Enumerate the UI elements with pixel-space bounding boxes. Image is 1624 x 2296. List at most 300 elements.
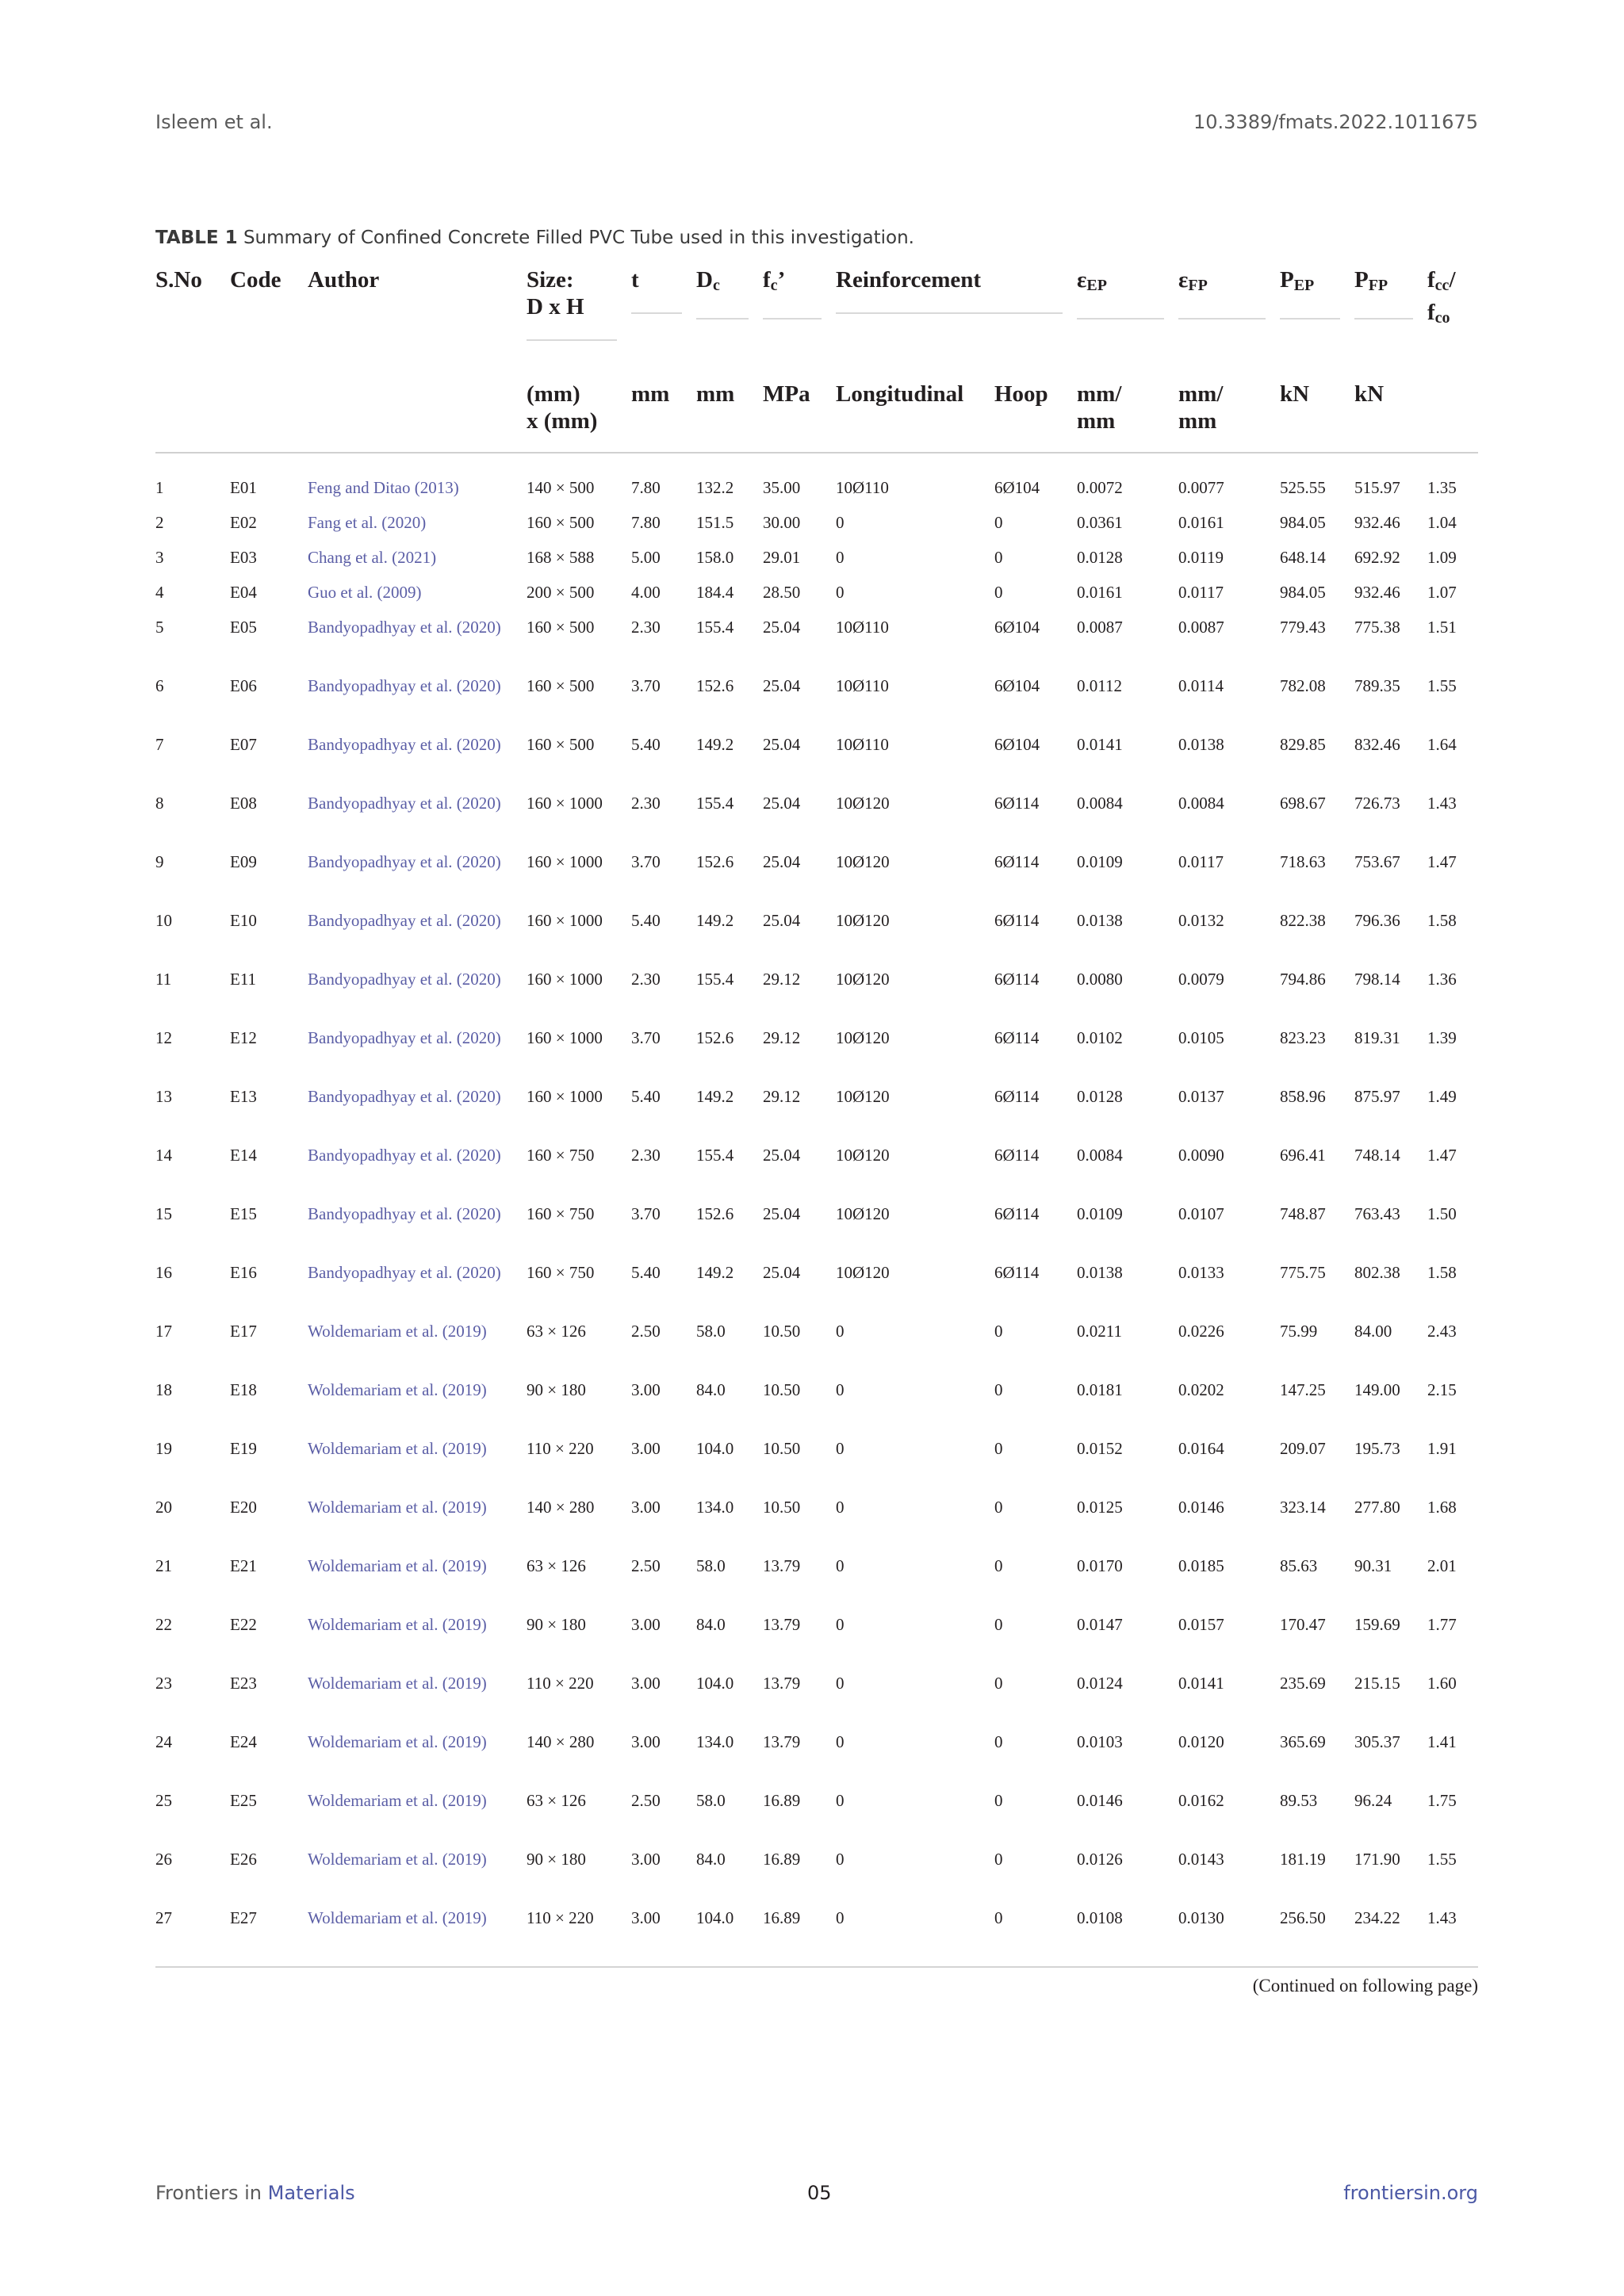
column-unit-text: kN bbox=[1354, 381, 1385, 407]
table-cell: 147.25 bbox=[1280, 1380, 1326, 1399]
author-citation-link[interactable]: Bandyopadhyay et al. (2020) bbox=[308, 735, 501, 754]
table-cell: 25.04 bbox=[763, 735, 801, 754]
column-unit-3 bbox=[527, 358, 631, 453]
table-cell: 58.0 bbox=[696, 1322, 726, 1341]
table-cell: 5.40 bbox=[631, 1087, 661, 1106]
table-cell: 2.30 bbox=[631, 970, 661, 989]
table-cell: 726.73 bbox=[1354, 794, 1400, 813]
table-cell: E01 bbox=[230, 478, 257, 497]
table-cell: 6Ø114 bbox=[994, 794, 1040, 813]
column-unit-text-line2: mm bbox=[1077, 408, 1116, 434]
author-citation-link[interactable]: Woldemariam et al. (2019) bbox=[308, 1615, 487, 1634]
table-cell: 140 × 280 bbox=[527, 1498, 595, 1517]
column-header-subscript: co bbox=[1434, 309, 1450, 327]
table-cell: 1.47 bbox=[1427, 852, 1457, 871]
table-cell: 10.50 bbox=[763, 1380, 801, 1399]
table-cell: 0 bbox=[994, 1850, 1003, 1869]
table-cell: 134.0 bbox=[696, 1732, 734, 1751]
table-cell: 22 bbox=[155, 1615, 172, 1634]
table-cell: 10Ø120 bbox=[836, 1087, 890, 1106]
table-cell: 0 bbox=[994, 1732, 1003, 1751]
table-cell: 96.24 bbox=[1354, 1791, 1392, 1810]
table-cell: 14 bbox=[155, 1146, 172, 1165]
table-cell: 25.04 bbox=[763, 618, 801, 637]
author-citation-link[interactable]: Bandyopadhyay et al. (2020) bbox=[308, 676, 501, 695]
table-cell: 0.0126 bbox=[1077, 1850, 1123, 1869]
table-cell: 16.89 bbox=[763, 1791, 801, 1810]
table-caption-text: Summary of Confined Concrete Filled PVC Tube used in this investigation. bbox=[243, 228, 914, 248]
table-cell: 2.30 bbox=[631, 1146, 661, 1165]
table-cell: 58.0 bbox=[696, 1791, 726, 1810]
table-cell: 3.70 bbox=[631, 676, 661, 695]
table-cell: 151.5 bbox=[696, 513, 734, 532]
table-cell: 0 bbox=[836, 1850, 845, 1869]
table-row bbox=[155, 1847, 1478, 1906]
table-cell: 0 bbox=[836, 1615, 845, 1634]
table-cell: 796.36 bbox=[1354, 911, 1400, 930]
author-citation-link[interactable]: Woldemariam et al. (2019) bbox=[308, 1850, 487, 1869]
author-citation-link[interactable]: Woldemariam et al. (2019) bbox=[308, 1439, 487, 1458]
author-citation-link[interactable]: Bandyopadhyay et al. (2020) bbox=[308, 618, 501, 637]
author-citation-link[interactable]: Woldemariam et al. (2019) bbox=[308, 1732, 487, 1751]
column-header-subscript: FP bbox=[1368, 277, 1388, 294]
table-cell: 3.70 bbox=[631, 852, 661, 871]
column-unit-text: Hoop bbox=[994, 381, 1048, 407]
column-header-2 bbox=[308, 266, 527, 358]
table-cell: 3.00 bbox=[631, 1439, 661, 1458]
table-cell: 110 × 220 bbox=[527, 1674, 594, 1693]
table-row bbox=[155, 1261, 1478, 1319]
table-cell: E06 bbox=[230, 676, 257, 695]
table-cell: 0 bbox=[836, 548, 845, 567]
table-cell: 181.19 bbox=[1280, 1850, 1326, 1869]
author-citation-link[interactable]: Fang et al. (2020) bbox=[308, 513, 427, 532]
table-cell: 152.6 bbox=[696, 676, 734, 695]
column-header-3 bbox=[527, 266, 631, 358]
author-citation-link[interactable]: Woldemariam et al. (2019) bbox=[308, 1556, 487, 1575]
column-header-main: Author bbox=[308, 267, 380, 293]
header-row-units bbox=[155, 358, 1478, 453]
table-cell: E04 bbox=[230, 583, 257, 602]
table-cell: 7.80 bbox=[631, 478, 661, 497]
column-header-main-line2: f bbox=[1427, 300, 1435, 325]
column-header-main: t bbox=[631, 267, 639, 293]
column-header-4 bbox=[631, 266, 696, 358]
table-cell: 171.90 bbox=[1354, 1850, 1400, 1869]
column-unit-10 bbox=[1178, 358, 1280, 453]
table-cell: 10Ø110 bbox=[836, 478, 889, 497]
table-cell: 0.0084 bbox=[1178, 794, 1224, 813]
column-unit-12 bbox=[1354, 358, 1427, 453]
table-cell: 6Ø114 bbox=[994, 1087, 1040, 1106]
table-cell: 0 bbox=[836, 1380, 845, 1399]
table-cell: 1.50 bbox=[1427, 1204, 1457, 1223]
table-cell: 90 × 180 bbox=[527, 1615, 586, 1634]
author-citation-link[interactable]: Bandyopadhyay et al. (2020) bbox=[308, 852, 501, 871]
table-cell: 84.0 bbox=[696, 1380, 726, 1399]
table-cell: 23 bbox=[155, 1674, 172, 1693]
table-cell: 85.63 bbox=[1280, 1556, 1318, 1575]
column-unit-2 bbox=[308, 358, 527, 453]
table-cell: 16.89 bbox=[763, 1908, 801, 1927]
table-cell: 160 × 1000 bbox=[527, 911, 603, 930]
table-cell: 692.92 bbox=[1354, 548, 1400, 567]
table-cell: 365.69 bbox=[1280, 1732, 1326, 1751]
table-cell: 0.0109 bbox=[1077, 852, 1123, 871]
table-cell: 6Ø104 bbox=[994, 735, 1040, 754]
table-cell: 184.4 bbox=[696, 583, 734, 602]
column-unit-text: mm bbox=[696, 381, 735, 407]
table-cell: E08 bbox=[230, 794, 257, 813]
table-cell: 10Ø120 bbox=[836, 1028, 890, 1047]
column-header-underline bbox=[1077, 318, 1164, 320]
table-cell: 0.0103 bbox=[1077, 1732, 1123, 1751]
table-cell: 2.30 bbox=[631, 618, 661, 637]
table-cell: 10 bbox=[155, 911, 172, 930]
header-doi[interactable]: 10.3389/fmats.2022.1011675 bbox=[1193, 111, 1478, 133]
column-header-12 bbox=[1354, 266, 1427, 358]
table-cell: 0.0079 bbox=[1178, 970, 1224, 989]
table-cell: 0.0138 bbox=[1077, 911, 1123, 930]
table-cell: 0.0147 bbox=[1077, 1615, 1123, 1634]
table-cell: 698.67 bbox=[1280, 794, 1326, 813]
table-cell: 0.0102 bbox=[1077, 1028, 1123, 1047]
table-cell: E13 bbox=[230, 1087, 257, 1106]
page-footer bbox=[155, 2182, 1478, 2214]
table-cell: 0 bbox=[836, 1674, 845, 1693]
author-citation-link[interactable]: Woldemariam et al. (2019) bbox=[308, 1498, 487, 1517]
table-cell: 63 × 126 bbox=[527, 1556, 586, 1575]
table-cell: 215.15 bbox=[1354, 1674, 1400, 1693]
table-cell: 6Ø114 bbox=[994, 911, 1040, 930]
table-cell: E11 bbox=[230, 970, 257, 989]
table-cell: E15 bbox=[230, 1204, 257, 1223]
table-cell: 84.0 bbox=[696, 1850, 726, 1869]
table-row bbox=[155, 615, 1478, 674]
table-cell: 5.40 bbox=[631, 911, 661, 930]
table-cell: 829.85 bbox=[1280, 735, 1326, 754]
table-cell: 13.79 bbox=[763, 1674, 801, 1693]
column-unit-text-line2: mm bbox=[1178, 408, 1217, 434]
column-header-subscript: c bbox=[712, 277, 720, 294]
column-unit-4 bbox=[631, 358, 696, 453]
table-cell: 0.0117 bbox=[1178, 583, 1224, 602]
table-row bbox=[155, 545, 1478, 580]
table-cell: 0 bbox=[836, 1732, 845, 1751]
footer-journal[interactable] bbox=[155, 2182, 355, 2204]
column-header-subscript: c bbox=[770, 277, 778, 294]
table-cell: E20 bbox=[230, 1498, 257, 1517]
table-cell: 0.0143 bbox=[1178, 1850, 1224, 1869]
table-cell: 823.23 bbox=[1280, 1028, 1326, 1047]
table-cell: 323.14 bbox=[1280, 1498, 1326, 1517]
table-cell: 748.14 bbox=[1354, 1146, 1400, 1165]
table-cell: 3.00 bbox=[631, 1850, 661, 1869]
table-cell: 3.70 bbox=[631, 1028, 661, 1047]
table-cell: 2.01 bbox=[1427, 1556, 1457, 1575]
table-cell: 0.0087 bbox=[1077, 618, 1123, 637]
table-cell: 18 bbox=[155, 1380, 172, 1399]
table-body bbox=[155, 453, 1478, 1965]
author-citation-link[interactable]: Chang et al. (2021) bbox=[308, 548, 437, 567]
table-cell: 168 × 588 bbox=[527, 548, 595, 567]
table-cell: 0.0361 bbox=[1077, 513, 1123, 532]
column-header-main: Reinforcement bbox=[836, 267, 982, 293]
table-cell: 21 bbox=[155, 1556, 172, 1575]
table-cell: 277.80 bbox=[1354, 1498, 1400, 1517]
table-cell: 25.04 bbox=[763, 911, 801, 930]
table-cell: 29.12 bbox=[763, 1028, 801, 1047]
table-cell: 775.38 bbox=[1354, 618, 1400, 637]
column-header-main: ε bbox=[1077, 267, 1087, 293]
column-unit-1 bbox=[230, 358, 308, 453]
table-cell: 1.39 bbox=[1427, 1028, 1457, 1047]
table-cell: 0.0084 bbox=[1077, 1146, 1123, 1165]
table-cell: 160 × 500 bbox=[527, 735, 595, 754]
table-cell: 1.04 bbox=[1427, 513, 1457, 532]
column-header-main: Code bbox=[230, 267, 282, 293]
table-row bbox=[155, 1730, 1478, 1789]
table-cell: 0 bbox=[836, 1908, 845, 1927]
page-number: 05 bbox=[807, 2182, 832, 2204]
table-cell: E09 bbox=[230, 852, 257, 871]
table-cell: 0 bbox=[994, 1674, 1003, 1693]
table-row bbox=[155, 1202, 1478, 1261]
table-cell: 858.96 bbox=[1280, 1087, 1326, 1106]
table-cell: 779.43 bbox=[1280, 618, 1326, 637]
author-citation-link[interactable]: Woldemariam et al. (2019) bbox=[308, 1908, 487, 1927]
table-cell: 6Ø114 bbox=[994, 1263, 1040, 1282]
author-citation-link[interactable]: Bandyopadhyay et al. (2020) bbox=[308, 1263, 501, 1282]
table-cell: 28.50 bbox=[763, 583, 801, 602]
table-cell: E23 bbox=[230, 1674, 257, 1693]
table-cell: 63 × 126 bbox=[527, 1322, 586, 1341]
table-cell: 3.70 bbox=[631, 1204, 661, 1223]
table-cell: E10 bbox=[230, 911, 257, 930]
table-cell: E16 bbox=[230, 1263, 257, 1282]
table-cell: 984.05 bbox=[1280, 513, 1326, 532]
table-cell: 15 bbox=[155, 1204, 172, 1223]
table-cell: E22 bbox=[230, 1615, 257, 1634]
table-cell: 30.00 bbox=[763, 513, 801, 532]
table-cell: 3.00 bbox=[631, 1674, 661, 1693]
table-cell: 6Ø114 bbox=[994, 1204, 1040, 1223]
column-unit-6 bbox=[763, 358, 836, 453]
table-cell: 775.75 bbox=[1280, 1263, 1326, 1282]
table-cell: 90 × 180 bbox=[527, 1850, 586, 1869]
table-cell: 2.43 bbox=[1427, 1322, 1457, 1341]
table-cell: 0.0211 bbox=[1077, 1322, 1122, 1341]
table-cell: 0.0138 bbox=[1178, 735, 1224, 754]
author-citation-link[interactable]: Bandyopadhyay et al. (2020) bbox=[308, 1146, 501, 1165]
table-cell: E18 bbox=[230, 1380, 257, 1399]
table-cell: 10Ø120 bbox=[836, 911, 890, 930]
author-citation-link[interactable]: Bandyopadhyay et al. (2020) bbox=[308, 1087, 501, 1106]
table-cell: E25 bbox=[230, 1791, 257, 1810]
table-row bbox=[155, 1495, 1478, 1554]
author-citation-link[interactable]: Guo et al. (2009) bbox=[308, 583, 422, 602]
table-cell: 0.0077 bbox=[1178, 478, 1224, 497]
table-cell: 0.0137 bbox=[1178, 1087, 1224, 1106]
author-citation-link[interactable]: Bandyopadhyay et al. (2020) bbox=[308, 794, 501, 813]
table-cell: 5.40 bbox=[631, 1263, 661, 1282]
author-citation-link[interactable]: Woldemariam et al. (2019) bbox=[308, 1674, 487, 1693]
table-cell: 1.77 bbox=[1427, 1615, 1457, 1634]
author-citation-link[interactable]: Woldemariam et al. (2019) bbox=[308, 1322, 487, 1341]
column-header-7 bbox=[836, 266, 1077, 358]
table-cell: 5.40 bbox=[631, 735, 661, 754]
table-cell: 9 bbox=[155, 852, 164, 871]
table-cell: 515.97 bbox=[1354, 478, 1400, 497]
table-cell: 2 bbox=[155, 513, 164, 532]
table-row bbox=[155, 850, 1478, 909]
table-row bbox=[155, 580, 1478, 615]
table-cell: 753.67 bbox=[1354, 852, 1400, 871]
table-cell: 26 bbox=[155, 1850, 172, 1869]
table-row bbox=[155, 1319, 1478, 1378]
table-header bbox=[155, 266, 1478, 453]
table-cell: 160 × 500 bbox=[527, 513, 595, 532]
table-cell: 1.60 bbox=[1427, 1674, 1457, 1693]
table-cell: 10Ø120 bbox=[836, 970, 890, 989]
table-row bbox=[155, 1143, 1478, 1202]
column-unit-9 bbox=[1077, 358, 1178, 453]
author-citation-link[interactable]: Bandyopadhyay et al. (2020) bbox=[308, 1028, 501, 1047]
column-unit-text: kN bbox=[1280, 381, 1310, 407]
author-citation-link[interactable]: Bandyopadhyay et al. (2020) bbox=[308, 911, 501, 930]
table-cell: 6 bbox=[155, 676, 164, 695]
header-row-labels bbox=[155, 266, 1478, 358]
table-cell: 58.0 bbox=[696, 1556, 726, 1575]
table-cell: 1.41 bbox=[1427, 1732, 1457, 1751]
table-cell: 16 bbox=[155, 1263, 172, 1282]
table-cell: 149.00 bbox=[1354, 1380, 1400, 1399]
table-cell: 0.0170 bbox=[1077, 1556, 1123, 1575]
table-cell: 802.38 bbox=[1354, 1263, 1400, 1282]
table-cell: 160 × 1000 bbox=[527, 1028, 603, 1047]
table-cell: 149.2 bbox=[696, 1087, 734, 1106]
author-citation-link[interactable]: Feng and Ditao (2013) bbox=[308, 478, 459, 497]
table-cell: 832.46 bbox=[1354, 735, 1400, 754]
author-citation-link[interactable]: Bandyopadhyay et al. (2020) bbox=[308, 1204, 501, 1223]
table-cell: E24 bbox=[230, 1732, 257, 1751]
author-citation-link[interactable]: Woldemariam et al. (2019) bbox=[308, 1791, 487, 1810]
table-cell: 0.0161 bbox=[1077, 583, 1123, 602]
column-unit-text: mm/ bbox=[1178, 381, 1224, 407]
table-cell: 10Ø120 bbox=[836, 794, 890, 813]
table-cell: 3.00 bbox=[631, 1615, 661, 1634]
table-cell: 29.12 bbox=[763, 970, 801, 989]
table-row bbox=[155, 1906, 1478, 1965]
table-cell: 0.0090 bbox=[1178, 1146, 1224, 1165]
table-cell: 149.2 bbox=[696, 735, 734, 754]
table-cell: 0 bbox=[994, 1556, 1003, 1575]
table-cell: 748.87 bbox=[1280, 1204, 1326, 1223]
column-unit-text: MPa bbox=[763, 381, 810, 407]
column-header-0 bbox=[155, 266, 230, 358]
table-row bbox=[155, 1085, 1478, 1143]
column-header-underline bbox=[763, 318, 822, 320]
table-cell: 0 bbox=[836, 1498, 845, 1517]
table-cell: 10Ø110 bbox=[836, 676, 889, 695]
table-cell: 1.55 bbox=[1427, 1850, 1457, 1869]
table-cell: E12 bbox=[230, 1028, 257, 1047]
table-row bbox=[155, 791, 1478, 850]
author-citation-link[interactable]: Woldemariam et al. (2019) bbox=[308, 1380, 487, 1399]
table-cell: 0 bbox=[836, 1791, 845, 1810]
column-header-9 bbox=[1077, 266, 1178, 358]
table-cell: 798.14 bbox=[1354, 970, 1400, 989]
column-header-1 bbox=[230, 266, 308, 358]
column-header-underline bbox=[836, 312, 1063, 314]
table-cell: 0.0130 bbox=[1178, 1908, 1224, 1927]
table-cell: 0.0112 bbox=[1077, 676, 1122, 695]
table-cell: 6Ø114 bbox=[994, 1028, 1040, 1047]
table-cell: 195.73 bbox=[1354, 1439, 1400, 1458]
table-cell: 11 bbox=[155, 970, 172, 989]
table-cell: 0.0226 bbox=[1178, 1322, 1224, 1341]
table-cell: 5 bbox=[155, 618, 164, 637]
footer-site-link[interactable]: frontiersin.org bbox=[1343, 2182, 1478, 2204]
table-cell: 160 × 750 bbox=[527, 1146, 595, 1165]
column-unit-13 bbox=[1427, 358, 1478, 453]
table-cell: 6Ø104 bbox=[994, 618, 1040, 637]
table-cell: 0.0125 bbox=[1077, 1498, 1123, 1517]
table-cell: 932.46 bbox=[1354, 583, 1400, 602]
table-row bbox=[155, 967, 1478, 1026]
table-cell: 0.0087 bbox=[1178, 618, 1224, 637]
table-cell: 0.0162 bbox=[1178, 1791, 1224, 1810]
table-cell: 160 × 1000 bbox=[527, 794, 603, 813]
table-cell: E02 bbox=[230, 513, 257, 532]
data-table-container bbox=[155, 266, 1478, 1965]
column-unit-text-line2: x (mm) bbox=[527, 408, 598, 434]
table-cell: 17 bbox=[155, 1322, 172, 1341]
table-cell: 0.0132 bbox=[1178, 911, 1224, 930]
table-cell: 0.0146 bbox=[1077, 1791, 1123, 1810]
column-header-underline bbox=[631, 312, 682, 314]
author-citation-link[interactable]: Bandyopadhyay et al. (2020) bbox=[308, 970, 501, 989]
table-cell: 3 bbox=[155, 548, 164, 567]
table-cell: 0.0152 bbox=[1077, 1439, 1123, 1458]
column-header-6 bbox=[763, 266, 836, 358]
table-cell: 25.04 bbox=[763, 676, 801, 695]
table-cell: 0.0181 bbox=[1077, 1380, 1123, 1399]
table-row bbox=[155, 909, 1478, 967]
table-cell: 63 × 126 bbox=[527, 1791, 586, 1810]
table-cell: 25.04 bbox=[763, 794, 801, 813]
table-row bbox=[155, 1613, 1478, 1671]
table-cell: 6Ø114 bbox=[994, 970, 1040, 989]
table-cell: 0.0117 bbox=[1178, 852, 1224, 871]
table-cell: 160 × 1000 bbox=[527, 852, 603, 871]
table-row bbox=[155, 733, 1478, 791]
column-header-main: S.No bbox=[155, 267, 202, 293]
table-cell: 0 bbox=[836, 583, 845, 602]
column-unit-5 bbox=[696, 358, 763, 453]
table-cell: 104.0 bbox=[696, 1439, 734, 1458]
column-unit-11 bbox=[1280, 358, 1354, 453]
column-header-main: Size: bbox=[527, 267, 574, 293]
table-cell: 1.75 bbox=[1427, 1791, 1457, 1810]
table-cell: 782.08 bbox=[1280, 676, 1326, 695]
table-caption bbox=[155, 228, 914, 248]
table-cell: 155.4 bbox=[696, 970, 734, 989]
table-cell: 110 × 220 bbox=[527, 1908, 594, 1927]
table-cell: 104.0 bbox=[696, 1674, 734, 1693]
table-cell: 2.50 bbox=[631, 1556, 661, 1575]
table-cell: 0 bbox=[836, 1439, 845, 1458]
